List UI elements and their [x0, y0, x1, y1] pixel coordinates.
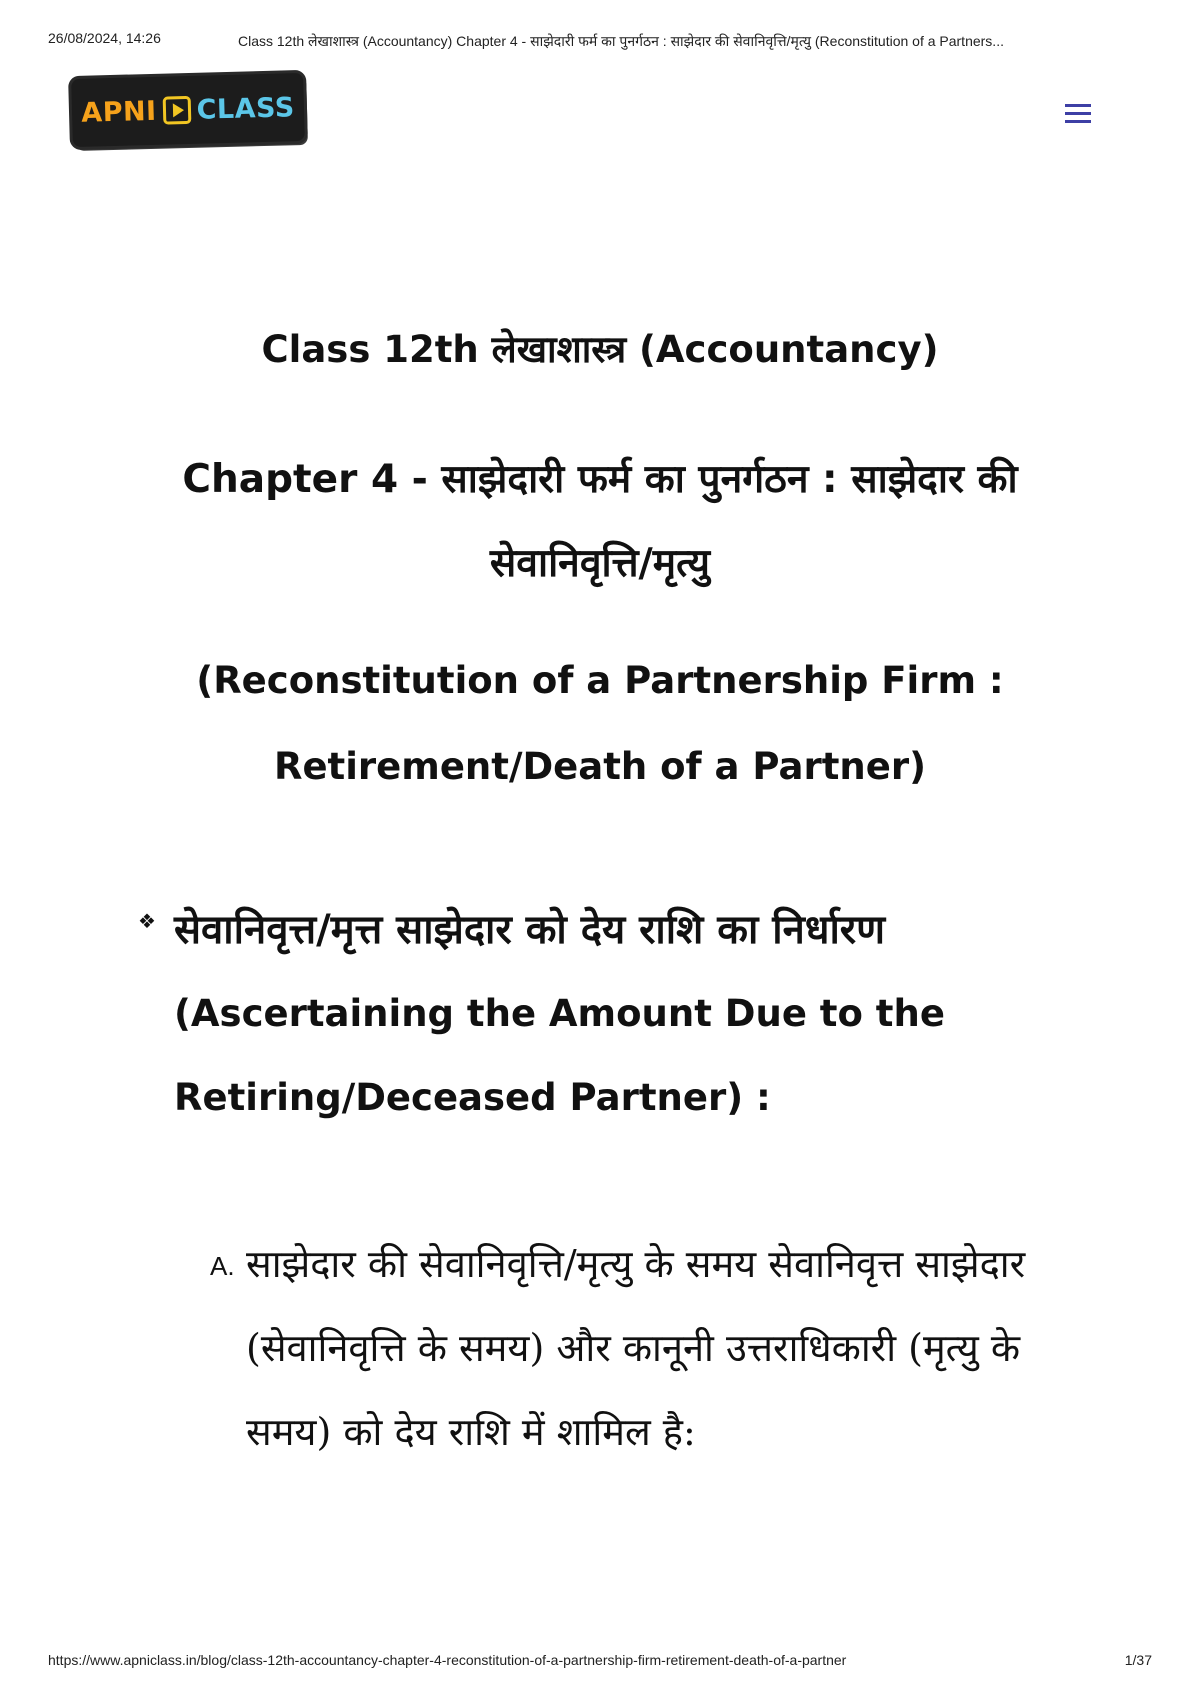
list-marker: A. — [210, 1251, 235, 1281]
list-item-text: साझेदार की सेवानिवृत्ति/मृत्यु के समय सेवानिवृत्त साझेदार (सेवानिवृत्ति के समय) और कानूनी उत्तराधिकारी (मृत्यु के समय) को देय राशि में शामिल है: — [246, 1242, 1026, 1454]
page-number: 1/37 — [1124, 1652, 1152, 1668]
section-heading-line-2: (Ascertaining the Amount Due to the — [174, 992, 945, 1035]
english-subheading-line-1: (Reconstitution of a Partnership Firm : — [196, 659, 1004, 702]
print-url: https://www.apniclass.in/blog/class-12th-accountancy-chapter-4-reconstitution-of-a-partnership-firm-retirement-death-of-a-partner — [48, 1652, 847, 1668]
english-subheading-line-2: Retirement/Death of a Partner) — [273, 745, 927, 788]
article-title: Class 12th लेखाशास्त्र (Accountancy) — [261, 328, 939, 371]
hamburger-menu-icon[interactable] — [1062, 100, 1094, 128]
english-subheading — [80, 638, 1120, 810]
play-icon — [162, 96, 191, 125]
print-footer — [48, 1652, 1152, 1672]
chapter-heading — [80, 438, 1120, 606]
section-heading-text — [174, 888, 945, 1140]
chapter-heading-line-1: Chapter 4 - साझेदारी फर्म का पुनर्गठन : साझेदार की — [182, 457, 1018, 502]
section-heading-line-1: सेवानिवृत्त/मृत्त साझेदार को देय राशि का निर्धारण — [174, 907, 886, 953]
print-datetime: 26/08/2024, 14:26 — [48, 30, 161, 46]
print-header — [48, 30, 1152, 54]
apni-class-logo[interactable] — [71, 73, 305, 147]
diamond-bullet-icon: ❖ — [138, 909, 156, 933]
section-heading-line-3: Retiring/Deceased Partner) : — [174, 1076, 771, 1119]
logo-text-apni: APNI — [80, 95, 158, 129]
logo-text-class: CLASS — [196, 91, 296, 126]
chapter-heading-line-2: सेवानिवृत्ति/मृत्यु — [489, 541, 711, 586]
print-page-title: Class 12th लेखाशास्त्र (Accountancy) Chapter 4 - साझेदारी फर्म का पुनर्गठन : साझेदार की सेवानिवृत्ति/मृत्यु (Reconstitution of a Partners... — [238, 33, 1004, 49]
